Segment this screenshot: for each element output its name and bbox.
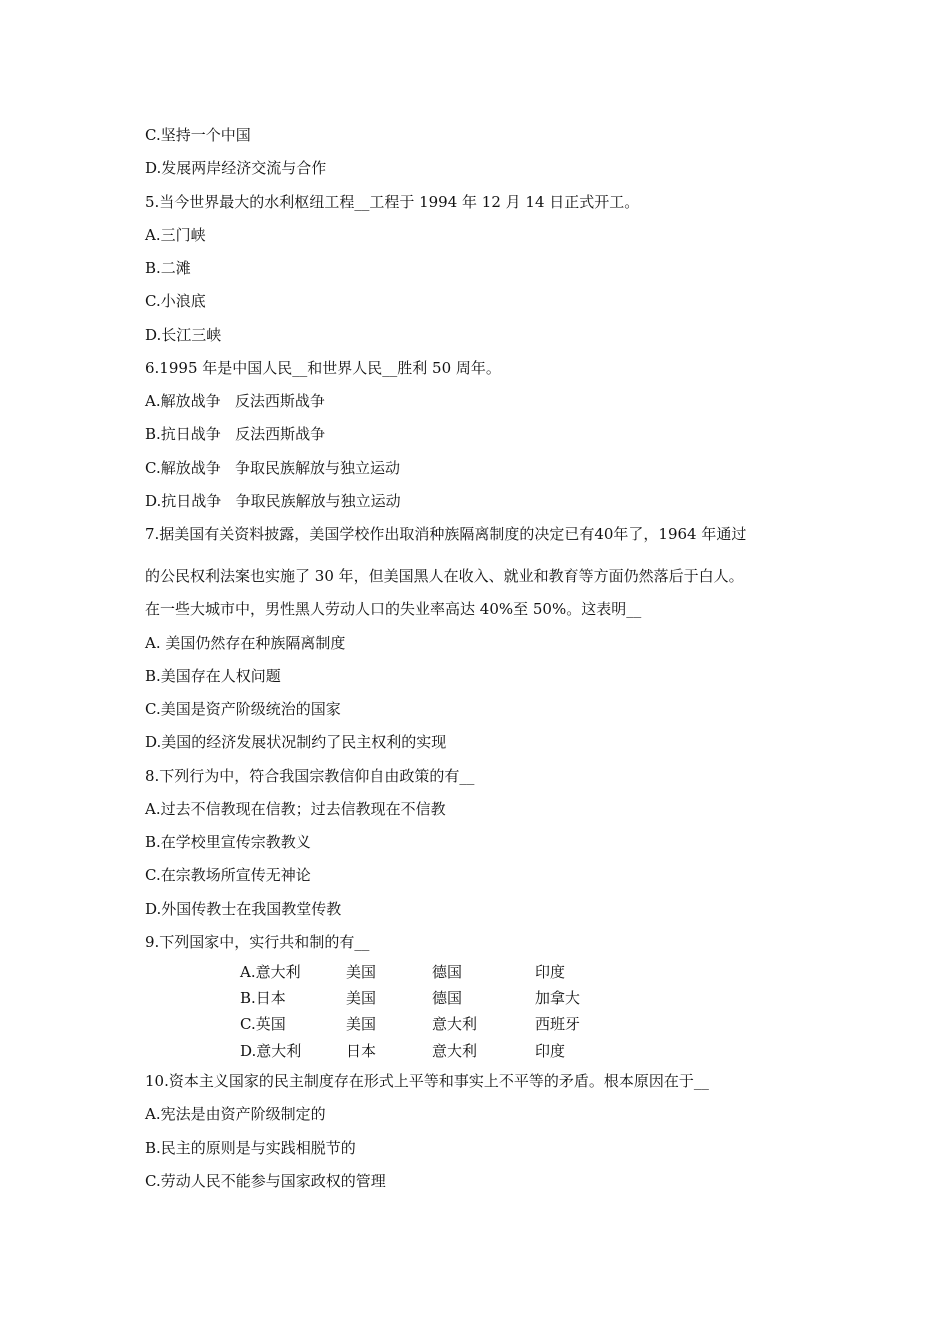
q10-option-c: C.劳动人民不能参与国家政权的管理 [145,1172,386,1190]
q6-option-a: A.解放战争 反法西斯战争 [145,392,325,410]
q9-option-row-d [0,1041,950,1063]
q7-option-d: D.美国的经济发展状况制约了民主权利的实现 [145,733,447,751]
q9-option-cell: 西班牙 [535,1015,581,1033]
q9-option-cell: 德国 [432,963,463,981]
q8-question: 8.下列行为中，符合我国宗教信仰自由政策的有__ [145,767,475,785]
q7-option-a: A. 美国仍然存在种族隔离制度 [145,634,346,652]
q6-option-b: B.抗日战争 反法西斯战争 [145,425,326,443]
q9-option-cell: 美国 [346,963,377,981]
q8-option-c: C.在宗教场所宣传无神论 [145,866,311,884]
q9-option-row-c [0,1014,950,1036]
q5-question: 5.当今世界最大的水利枢纽工程__工程于 1994 年 12 月 14 日正式开工。 [145,193,640,211]
q9-question: 9.下列国家中，实行共和制的有__ [145,933,370,951]
q10-option-a: A.宪法是由资产阶级制定的 [145,1105,326,1123]
q7-question-line-3: 在一些大城市中，男性黑人劳动人口的失业率高达 40%至 50%。这表明__ [145,600,642,618]
q9-option-cell: 美国 [346,1015,377,1033]
q9-option-cell: 印度 [535,963,566,981]
q7-option-b: B.美国存在人权问题 [145,667,281,685]
q4-option-d: D.发展两岸经济交流与合作 [145,159,327,177]
q7-question-line-2: 的公民权利法案也实施了 30 年，但美国黑人在收入、就业和教育等方面仍然落后于白人。 [145,567,744,585]
q5-option-d: D.长江三峡 [145,326,222,344]
q9-option-cell: A.意大利 [240,963,301,981]
q10-question: 10.资本主义国家的民主制度存在形式上平等和事实上不平等的矛盾。根本原因在于__ [145,1072,709,1090]
q4-option-c: C.坚持一个中国 [145,126,251,144]
q9-option-row-a [0,962,950,984]
q7-question-line-1: 7.据美国有关资料披露，美国学校作出取消种族隔离制度的决定已有40年了，1964 年通过 [145,525,747,543]
q9-option-cell: B.日本 [240,989,286,1007]
q9-option-row-b [0,988,950,1010]
q9-option-cell: 意大利 [432,1015,478,1033]
q8-option-a: A.过去不信教现在信教；过去信教现在不信教 [145,800,446,818]
q5-option-a: A.三门峡 [145,226,206,244]
q6-question: 6.1995 年是中国人民__和世界人民__胜利 50 周年。 [145,359,501,377]
q9-option-cell: 德国 [432,989,463,1007]
q7-option-c: C.美国是资产阶级统治的国家 [145,700,341,718]
q9-option-cell: 加拿大 [535,989,581,1007]
q9-option-cell: C.英国 [240,1015,286,1033]
q9-option-cell: D.意大利 [240,1042,302,1060]
q10-option-b: B.民主的原则是与实践相脱节的 [145,1139,356,1157]
q5-option-b: B.二滩 [145,259,191,277]
q9-option-cell: 日本 [346,1042,377,1060]
q6-option-c: C.解放战争 争取民族解放与独立运动 [145,459,401,477]
q5-option-c: C.小浪底 [145,292,206,310]
q9-option-cell: 美国 [346,989,377,1007]
q8-option-d: D.外国传教士在我国教堂传教 [145,900,342,918]
q8-option-b: B.在学校里宣传宗教教义 [145,833,311,851]
q9-option-cell: 意大利 [432,1042,478,1060]
q9-option-cell: 印度 [535,1042,566,1060]
q6-option-d: D.抗日战争 争取民族解放与独立运动 [145,492,401,510]
